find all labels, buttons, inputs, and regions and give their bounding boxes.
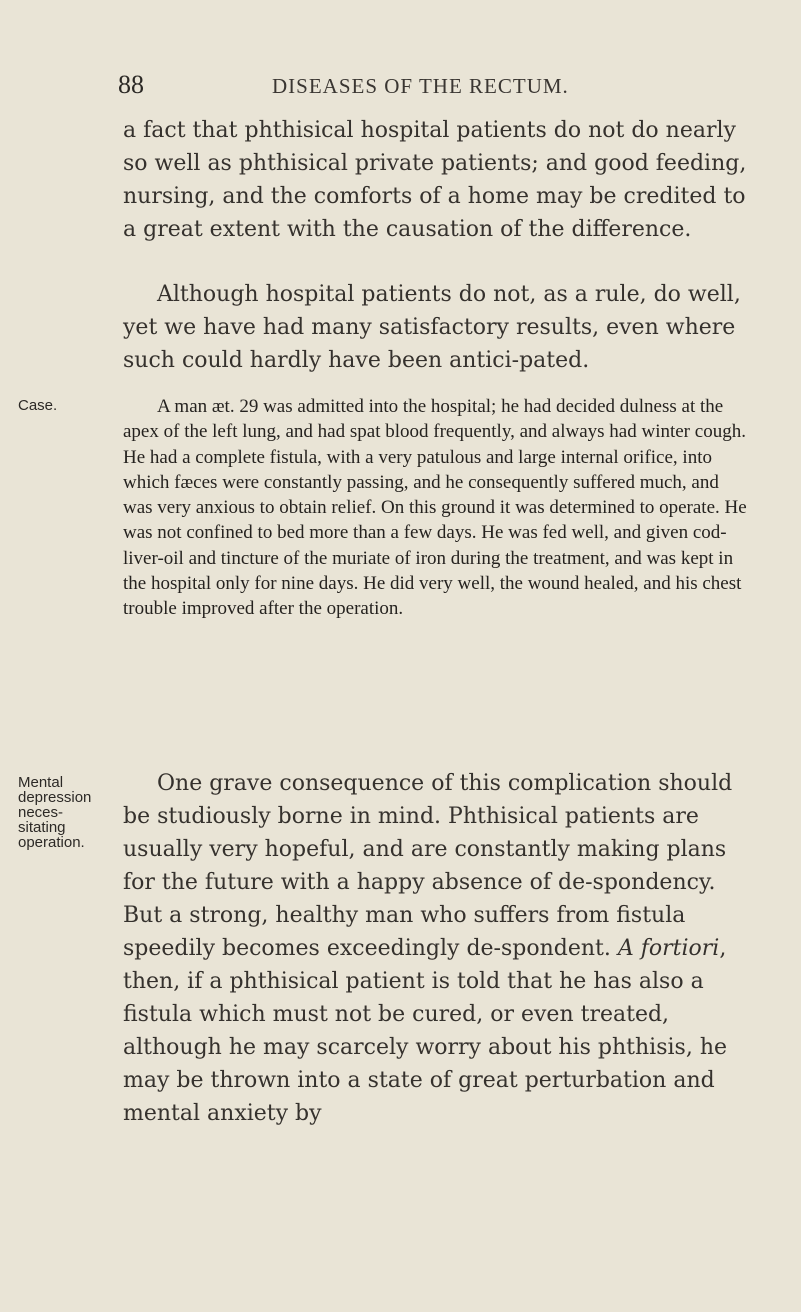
page-header [0, 70, 801, 106]
paragraph-continuation: a fact that phthisical hospital patients do not do nearly so well as phthisical private patients; and good feeding, nursing, and the comforts of a home may be credited to a great extent with the causation of the difference. [123, 118, 747, 242]
paragraph-grave-consequence [123, 767, 749, 1130]
margin-note-line: operation. [18, 834, 85, 851]
margin-note-line: depression [18, 789, 92, 806]
margin-note-line: sitating [18, 819, 66, 836]
paragraph-text: One grave consequence of this complication should be studiously borne in mind. Phthisical patients are usually very hopeful, and are constantly making plans for the future with a happy absence of de-spondency. But a strong, healthy man who suffers from fistula speedily becomes exceedingly de-spondent. [123, 771, 733, 961]
margin-note-line: Mental [18, 774, 64, 791]
page-number: 88 [118, 70, 144, 99]
paragraph-case-report: A man æt. 29 was admitted into the hospital; he had decided dulness at the apex of the left lung, and had spat blood frequently, and always had winter cough. He had a complete fistula, with a very patulous and large internal orifice, into which fæces were constantly passing, and he consequently suffered much, and was very anxious to obtain relief. On this ground it was determined to operate. He was not confined to bed more than a few days. He was fed well, and given cod-liver-oil and tincture of the muriate of iron during the treatment, and was kept in the hospital only for nine days. He did very well, the wound healed, and his chest trouble improved after the operation. [123, 396, 747, 620]
running-head: DISEASES OF THE RECTUM. [272, 74, 569, 98]
margin-note-case: Case. [18, 397, 58, 414]
margin-note-line: neces- [18, 804, 64, 821]
margin-note-mental-depression [18, 775, 118, 850]
paragraph-hospital-results: Although hospital patients do not, as a rule, do well, yet we have had many satisfactory results, even where such could hardly have been antici-pated. [123, 282, 741, 373]
italic-phrase: A fortiori [617, 936, 720, 961]
paragraph-text: , then, if a phthisical patient is told that he has also a fistula which must not be cured, or even treated, although he may scarcely worry about his phthisis, he may be thrown into a state of great perturbation and mental anxiety by [123, 936, 728, 1126]
